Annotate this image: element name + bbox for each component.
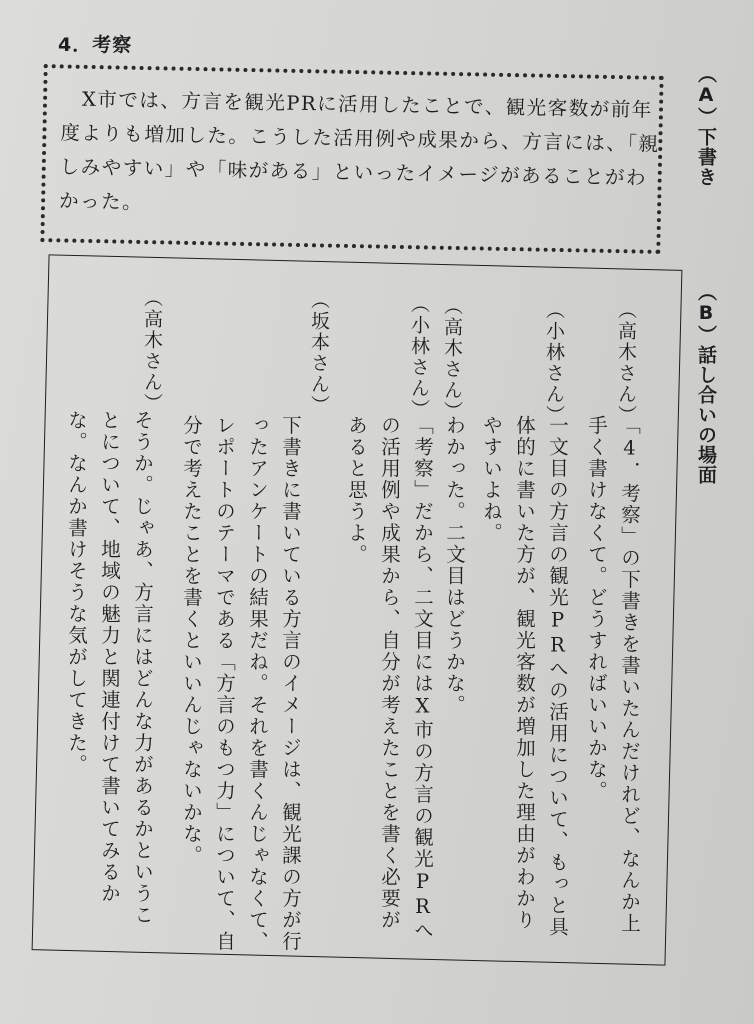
speaker-label: （小林さん）	[408, 294, 430, 420]
speech-text: 一文目の方言の観光PRへの活用について、もっと具体的に書いた方が、観光客数が増加した理由がわかりやすいよね。	[480, 415, 569, 938]
speaker-label: （坂本さん）	[308, 290, 330, 416]
speaker-label: （高木さん）	[141, 288, 163, 414]
speech-text: 下書きに書いている方言のイメージは、観光課の方が行ったアンケートの結果だね。それを書くんじゃなくて、レポートのテーマである「方言のもつ力」について、自分で考えたことを書くといいんじゃないかな。	[180, 415, 302, 953]
speech-text: そうか。じゃあ、方言にはどんな力があるかということについて、地域の魅力と関連付けて書いてみるかな。なんか書けそうな気がしてきた。	[65, 410, 154, 926]
draft-label: （A）下書き	[695, 64, 717, 187]
speaker-label: （高木さん）	[441, 296, 463, 422]
draft-text: X市では、方言を観光PRに活用したことで、観光客数が前年度よりも増加した。こうした活用例や成果から、方言には、「親しみやすい」や「味がある」といったイメージがあることがわかった。	[58, 87, 660, 214]
section-heading: 4．考察	[58, 34, 133, 56]
speech-text: わかった。二文目はどうかな。	[443, 415, 466, 716]
speech-text: 「4．考察」の下書きを書いたんだけれど、なんか上手く書けなくて。どうすればいいかな。	[585, 415, 641, 935]
speaker-label: （高木さん）	[615, 300, 637, 426]
speaker-label: （小林さん）	[543, 300, 565, 426]
speech-text: 「考察」だから、二文目にはX市の方言の観光PRへの活用例や成果から、自分が考えたことを書く必要があると思うよ。	[345, 415, 434, 942]
discussion-label: （B）話し合いの場面	[695, 282, 717, 485]
